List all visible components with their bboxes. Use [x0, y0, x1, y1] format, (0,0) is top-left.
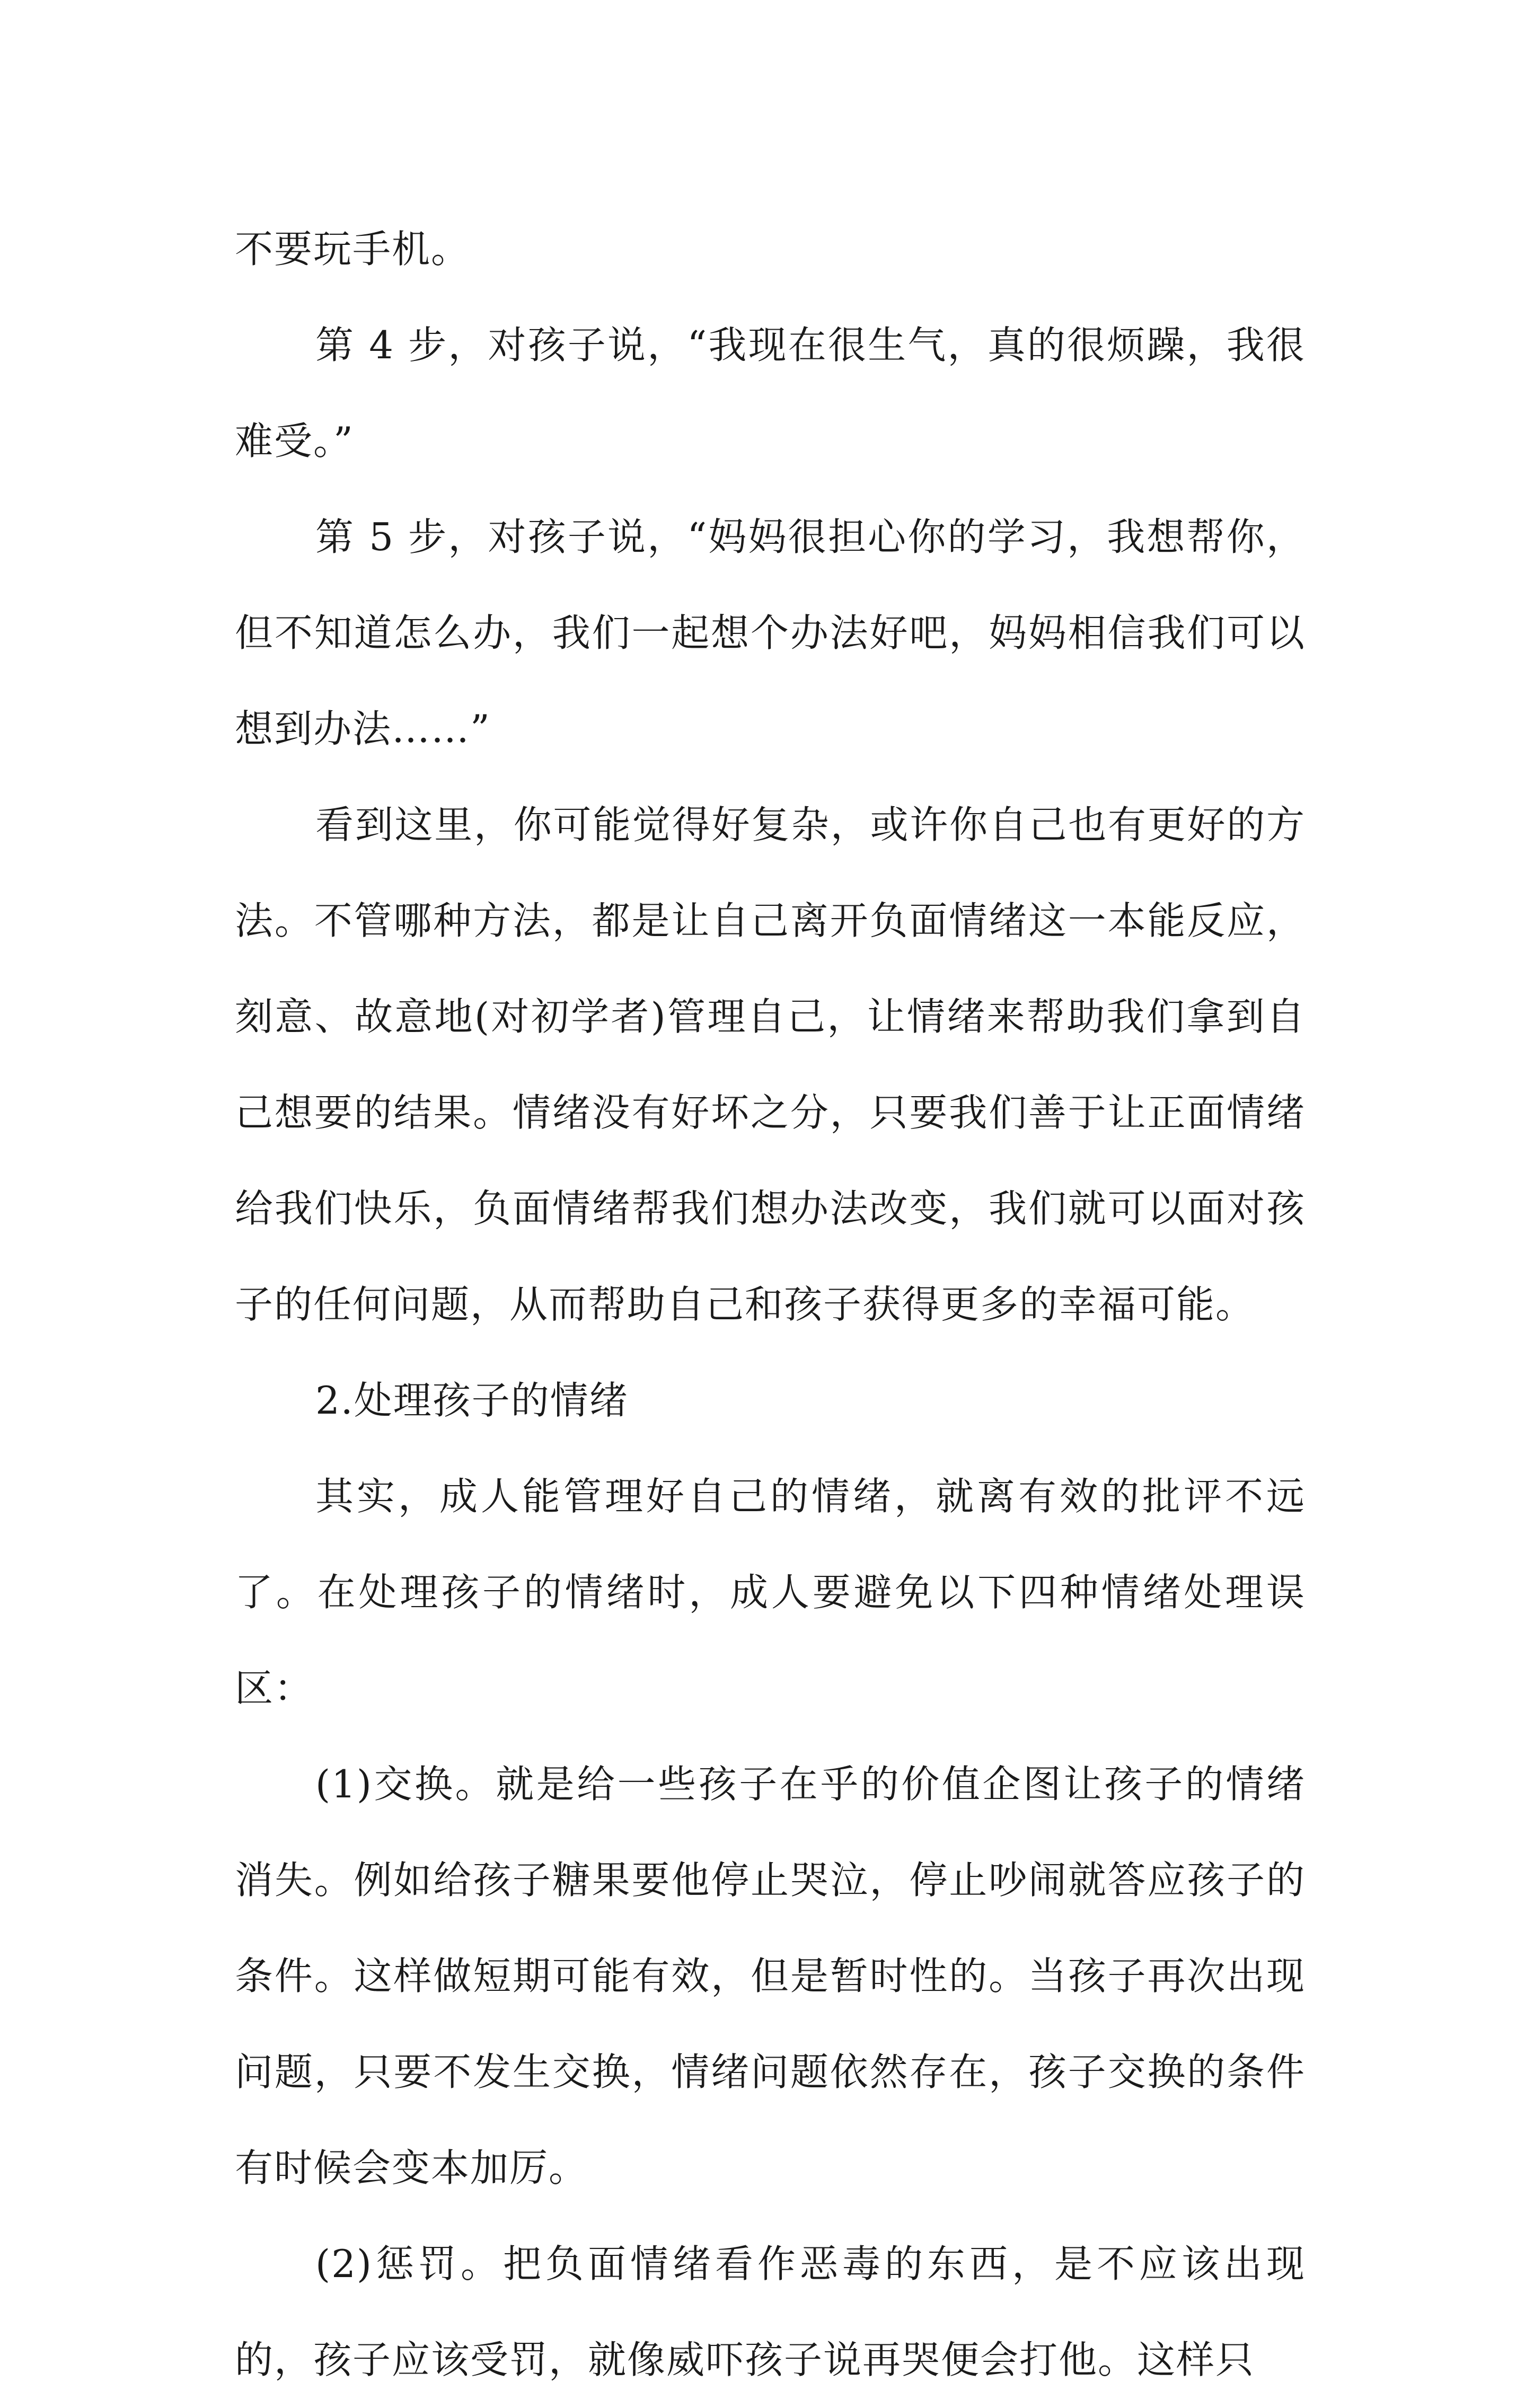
paragraph-1: 不要玩手机。: [235, 227, 471, 271]
paragraph-3: 第 5 步，对孩子说，“妈妈很担心你的学习，我想帮你，但不知道怎么办，我们一起想个办法好吧，妈妈相信我们可以想到办法……”: [235, 515, 1306, 751]
section-heading: 2.处理孩子的情绪: [315, 1378, 629, 1423]
paragraph-2: 第 4 步，对孩子说，“我现在很生气，真的很烦躁，我很难受。”: [235, 323, 1306, 463]
paragraph-4: 看到这里，你可能觉得好复杂，或许你自己也有更好的方法。不管哪种方法，都是让自己离开负面情绪这一本能反应，刻意、故意地(对初学者)管理自己，让情绪来帮助我们拿到自己想要的结果。情绪没有好坏之分，只要我们善于让正面情绪给我们快乐，负面情绪帮我们想办法改变，我们就可以面对孩子的任何问题，从而帮助自己和孩子获得更多的幸福可能。: [235, 802, 1306, 1327]
paragraph-5: 其实，成人能管理好自己的情绪，就离有效的批评不远了。在处理孩子的情绪时，成人要避免以下四种情绪处理误区：: [235, 1474, 1306, 1710]
paragraph-7: (2)惩罚。把负面情绪看作恶毒的东西，是不应该出现的，孩子应该受罚，就像威吓孩子说再哭便会打他。这样只: [235, 2242, 1306, 2382]
document-body: [235, 201, 1306, 2408]
paragraph-6: (1)交换。就是给一些孩子在乎的价值企图让孩子的情绪消失。例如给孩子糖果要他停止哭泣，停止吵闹就答应孩子的条件。这样做短期可能有效，但是暂时性的。当孩子再次出现问题，只要不发生交换，情绪问题依然存在，孩子交换的条件有时候会变本加厉。: [235, 1762, 1306, 2190]
